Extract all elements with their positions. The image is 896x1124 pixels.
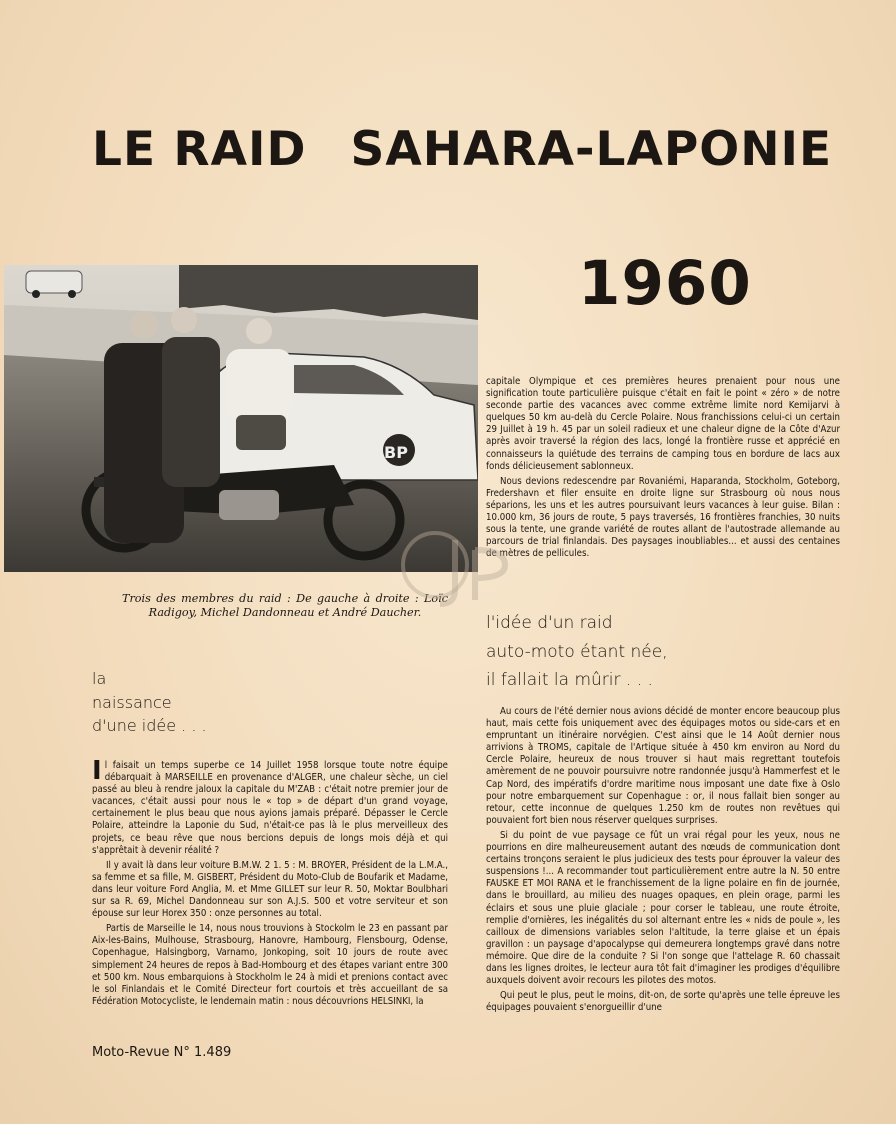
paragraph: Qui peut le plus, peut le moins, dit-on, de sorte qu'après une telle épreuve les équipages pouvaient s'enorgueillir d'une — [486, 990, 840, 1014]
left-column-text — [92, 756, 448, 1011]
subheading-right-line: auto-moto étant née, — [486, 641, 668, 662]
article-title — [92, 122, 852, 177]
page-footer: Moto-Revue N° 1.489 — [92, 1045, 232, 1060]
subheading-left — [92, 667, 207, 738]
paragraph: Partis de Marseille le 14, nous nous trouvions à Stockolm le 23 en passant par Aix-les-Bains, Mulhouse, Strasbourg, Hanovre, Hambourg, Flensbourg, Odense, Copenhague, Halsingborg, Varnamo, Jonkoping, soit 10 jours de route avec simplement 24 heures de repos à Bad-Hombourg et des étapes variant entre 300 et 500 km. Nous embarquions à Stockholm le 24 à midi et prenions contact avec le sol Finlandais et le Comité Directeur fort courtois et très accueillant de sa Fédération Motocycliste, le lendemain matin : nous découvrions HELSINKI, la — [92, 923, 448, 1007]
right-column-bottom-text — [486, 706, 840, 1017]
paragraph: Nous devions redescendre par Rovaniémi, Haparanda, Stockholm, Goteborg, Fredershavn et filer ensuite en droite ligne sur Strasbourg où nous nous séparions, les uns et les autres poursuivant leurs vacances à leur guise. Bilan : 10.000 km, 36 jours de route, 5 pays traversés, 16 frontières franchies, 30 nuits sous la tente, une grande variété de routes allant de l'autostrade allemande au parcours de trial finlandais. Des paysages inoubliables... et aussi des centaines de mètres de pellicules. — [486, 475, 840, 560]
bp-logo: BP — [384, 443, 408, 462]
paragraph: Il faisait un temps superbe ce 14 Juillet 1958 lorsque toute notre équipe débarquait à MARSEILLE en provenance d'ALGER, une chaleur sèche, un ciel passé au bleu à rendre jaloux la capitale du M'ZAB : c'était notre premier jour de vacances, c'était aussi pour nous le « top » de départ d'un grand voyage, certainement le plus beau que nous ayions jamais préparé. Dépasser le Cercle Polaire, atteindre la Laponie du Sud, n'était-ce pas là le plus merveilleux des projets, ce beau rêve que nous bercions depuis de longs mois déjà et qui s'apprêtait à devenir réalité ? — [92, 756, 448, 856]
subheading-left-line: la — [92, 669, 107, 688]
subheading-left-line: d'une idée . . . — [92, 716, 207, 735]
paragraph: Au cours de l'été dernier nous avions décidé de monter encore beaucoup plus haut, mais cette fois uniquement avec des équipages motos ou side-cars et en empruntant un itinéraire norvégien. C'est ainsi que le 14 Août dernier nous arrivions à TROMS, capitale de l'Artique située à 450 km environ au Nord du Cercle Polaire, heureux de nous trouver si haut mais regrettant toutefois amèrement de ne pouvoir poursuivre notre randonnée jusqu'à Hammerfest et le Cap Nord, des impératifs d'ordre maritime nous imposant une date fixe à Oslo pour notre embarquement sur Copenhague : or, il nous fallait bien songer au retour, cette inconnue de quelques 1.250 km de routes non revêtues qui pouvaient fort bien nous réserver quelques surprises. — [486, 706, 840, 826]
photo-caption: Trois des membres du raid : De gauche à droite : Loïc Radigoy, Michel Dandonneau et André Daucher. — [122, 592, 448, 619]
paragraph: capitale Olympique et ces premières heures prenaient pour nous une signification toute particulière puisque c'était en fait le point « zéro » de notre seconde partie des vacances avec comme extrême limite nord Kemijarvi à quelques 50 km au-delà du Cercle Polaire. Nous franchissions celui-ci un certain 29 Juillet à 19 h. 45 par un soleil radieux et une chaleur digne de la Côte d'Azur après avoir traversé la région des lacs, longé la frontière russe et apprécié en connaisseurs la quiétude des terrains de camping tous en bordure de lacs aux fonds délicieusement sablonneux. — [486, 376, 840, 472]
paragraph: Il y avait là dans leur voiture B.M.W. 2 1. 5 : M. BROYER, Président de la L.M.A., sa femme et sa fille, M. GISBERT, Président du Moto-Club de Boufarik et Madame, dans leur voiture Ford Anglia, M. et Mme GILLET sur leur R. 50, Moktar Boulbhari sur sa R. 69, Michel Dandonneau sur son A.J.S. 500 et votre serviteur et son épouse sur leur Horex 350 : onze personnes au total. — [92, 859, 448, 920]
drop-cap: I — [92, 756, 102, 786]
paragraph: Si du point de vue paysage ce fût un vrai régal pour les yeux, nous ne pourrions en dire malheureusement autant des nœuds de communication dont certains tronçons seraient le plus judicieux des tests pour éprouver la valeur des suspensions !... A recommander tout particulièrement entre autre la N. 50 entre FAUSKE ET MOI RANA et le franchissement de la ligne polaire en fin de journée, dans le brouillard, au milieu des nuages opaques, en plein orage, parmi les éclairs et sous une pluie glaciale ; pour corser le tableau, une route étroite, remplie d'ornières, les inégalités du sol alternant entre les « nids de poule », les cailloux de dimensions variables selon l'altitude, la terre glaise et un épais gravillon : un paysage d'apocalypse qui demeurera longtemps gravé dans notre mémoire. Que dire de la conduite ? Si l'on songe que l'attelage R. 60 chassait dans les lignes droites, le lecteur aura tôt fait d'imaginer les prodiges d'équilibre auxquels doivent avoir recours les pilotes des motos. — [486, 829, 840, 987]
subheading-right-line: il fallait la mûrir . . . — [486, 670, 653, 690]
watermark-logo — [380, 520, 520, 610]
right-column-top-text — [486, 376, 840, 563]
title-year: 1960 — [578, 248, 752, 319]
subheading-right — [486, 609, 668, 695]
subheading-right-line: l'idée d'un raid — [486, 613, 613, 633]
title-word-raid: LE RAID — [92, 122, 307, 177]
subheading-left-line: naissance — [92, 692, 172, 712]
title-word-sahara-laponie: SAHARA-LAPONIE — [350, 122, 833, 177]
